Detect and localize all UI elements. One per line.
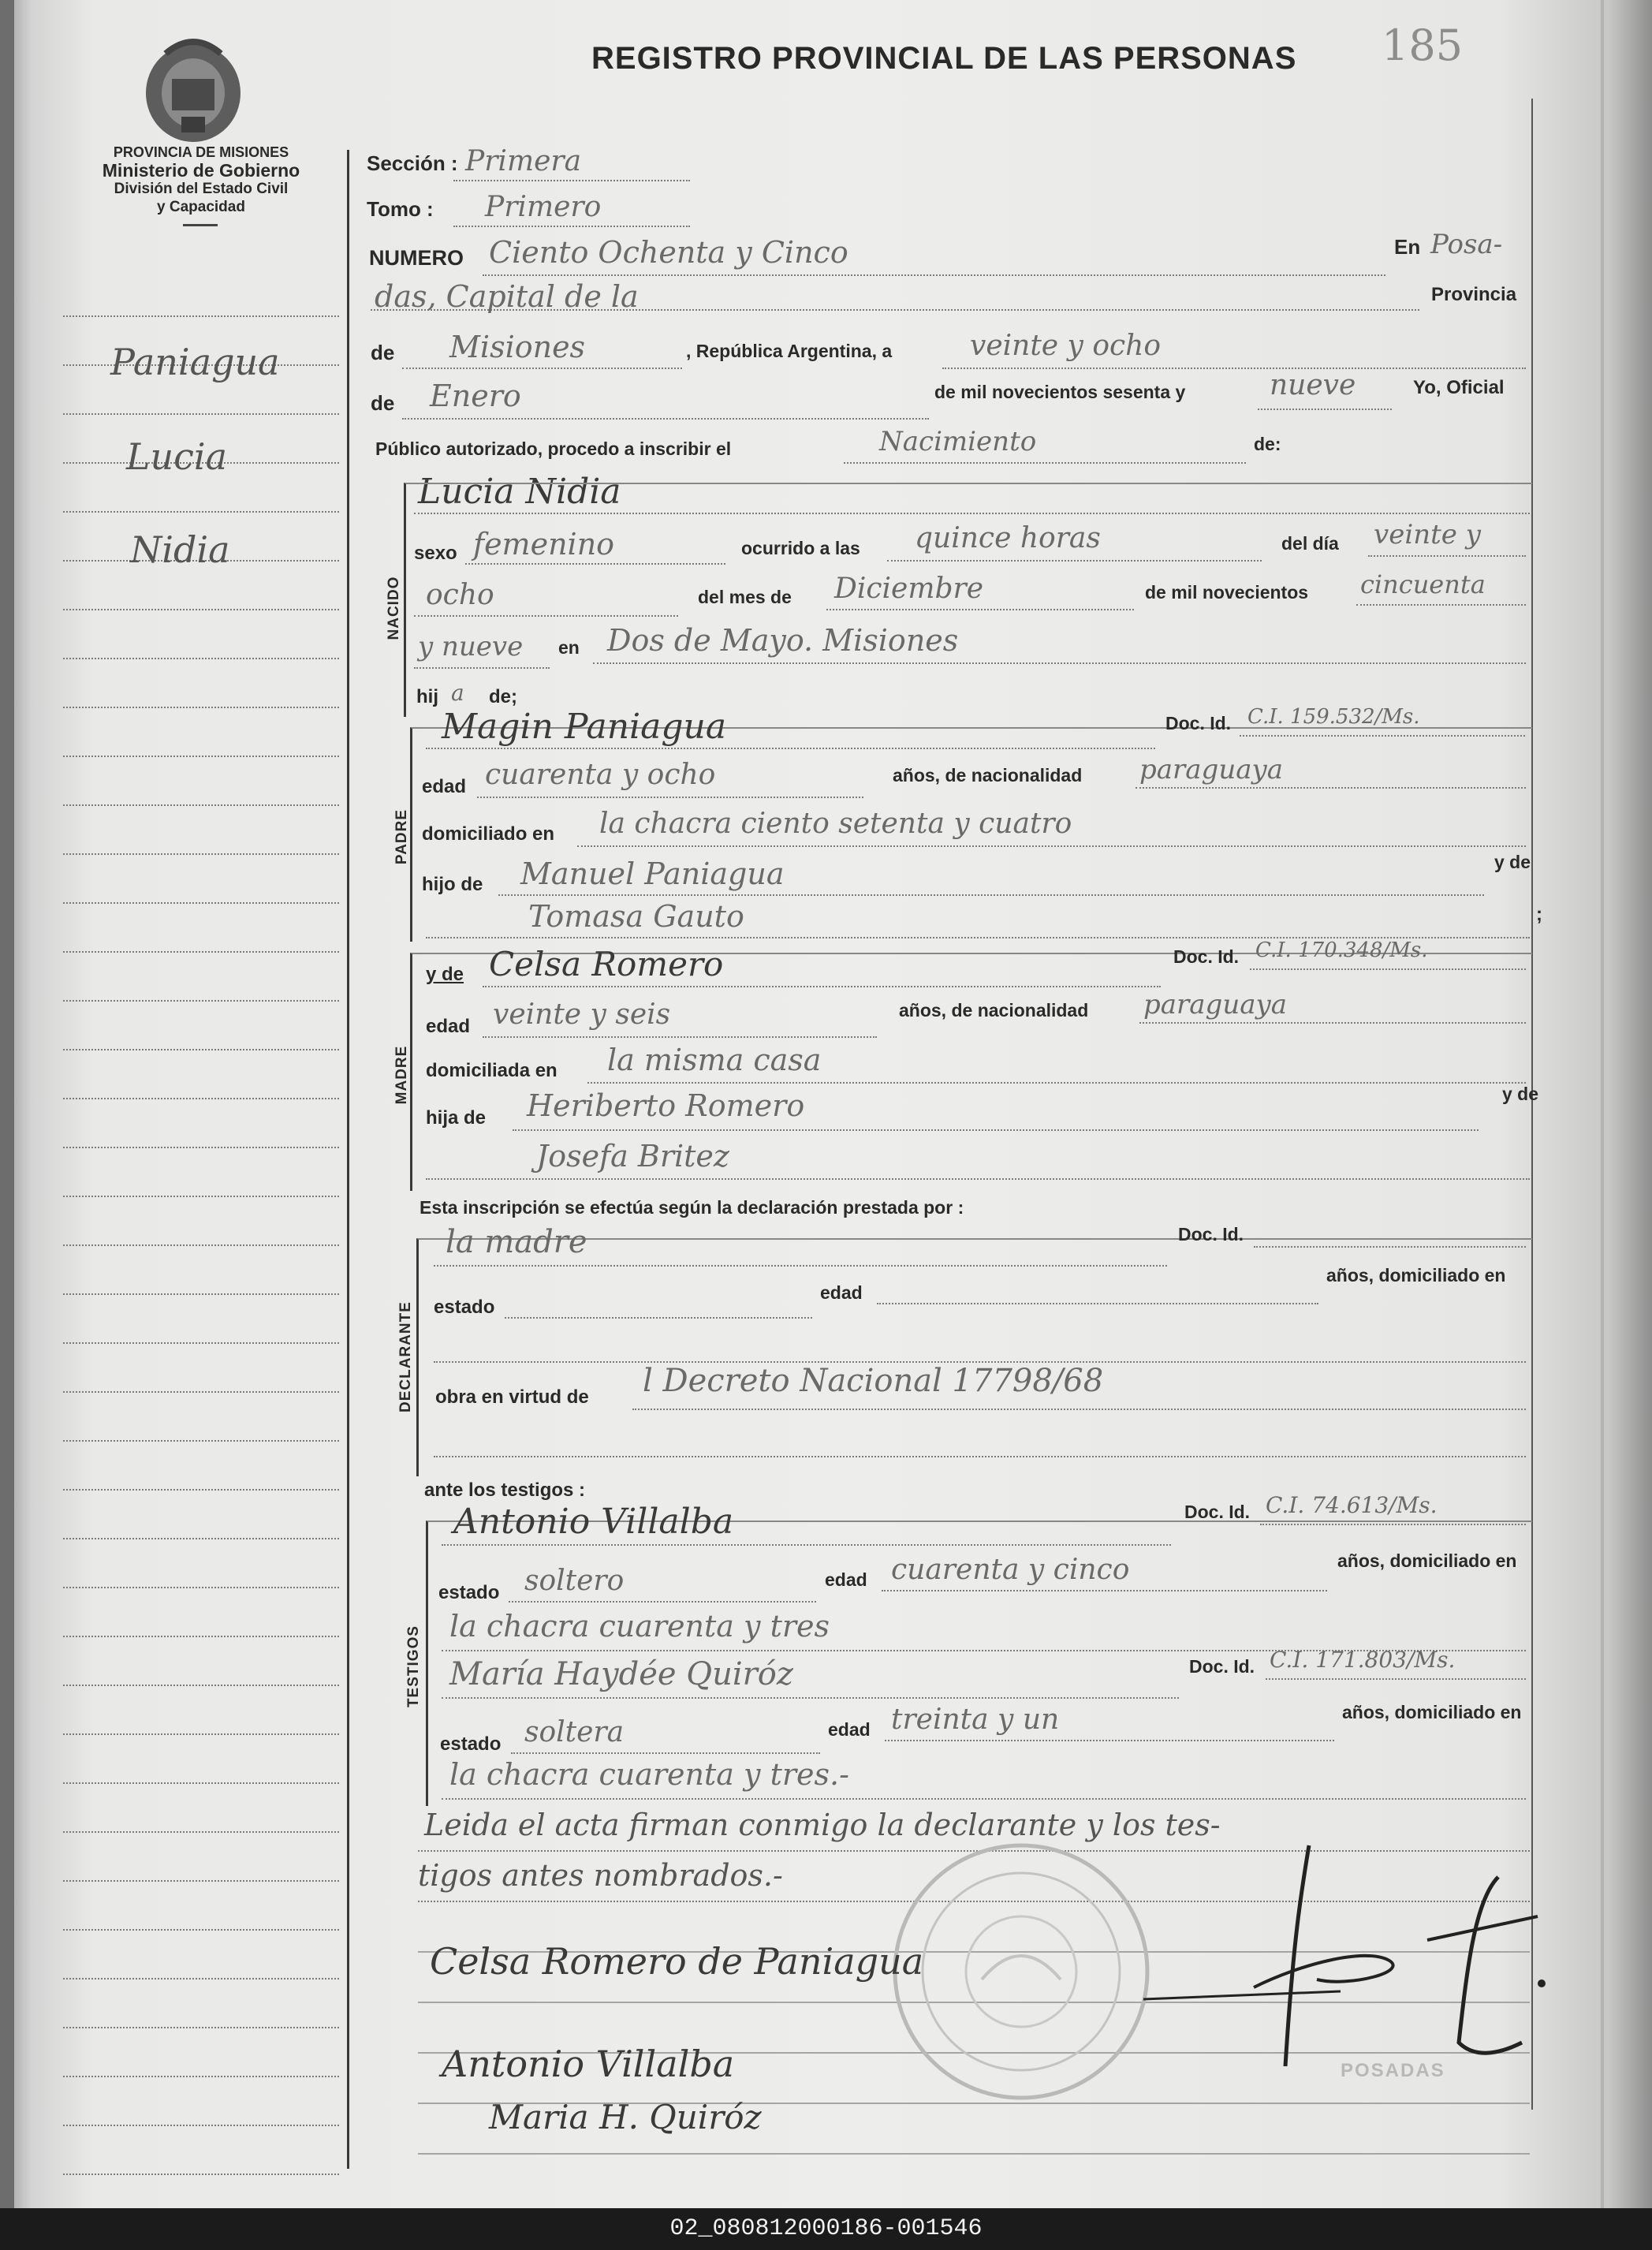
t1-edad-line <box>882 1590 1327 1591</box>
numero-value: Ciento Ochenta y Cinco <box>489 235 848 270</box>
t2-doc-line <box>1266 1678 1526 1680</box>
padre-nac-value: paraguaya <box>1139 754 1283 785</box>
madre-edad-line <box>483 1036 877 1038</box>
org-divider <box>183 224 218 226</box>
margin-rule-line <box>63 1929 339 1931</box>
margin-rule-line <box>63 1391 339 1393</box>
margin-note-second-name: Nidia <box>130 528 230 571</box>
margin-rule-line <box>63 609 339 610</box>
margin-rule-line <box>63 2027 339 2028</box>
t1-edad-value: cuarenta y cinco <box>891 1554 1130 1586</box>
del-dia-label: del día <box>1281 533 1339 554</box>
margin-rule-line <box>63 2174 339 2175</box>
padre-hijo-label: hijo de <box>422 874 483 895</box>
margin-rule-line <box>63 756 339 757</box>
provincia-value: Misiones <box>449 330 586 364</box>
tomo-label: Tomo : <box>367 197 434 221</box>
padre-domicilio-label: domiciliado en <box>422 823 555 845</box>
margin-rule-line <box>63 1293 339 1295</box>
padre-semicolon: ; <box>1536 904 1542 925</box>
hij-label: hij <box>416 686 438 707</box>
madre-madre-value: Josefa Britez <box>536 1139 729 1174</box>
padre-doc-label: Doc. Id. <box>1165 713 1232 733</box>
madre-doc-label: Doc. Id. <box>1173 946 1240 967</box>
t2-domicilio-value: la chacra cuarenta y tres.- <box>449 1757 849 1792</box>
folio-number: 185 <box>1382 21 1464 70</box>
margin-rule-line <box>63 1489 339 1491</box>
binding-edge <box>0 0 14 2208</box>
ocurrido-label: ocurrido a las <box>741 538 860 558</box>
signature-testigo-2: Maria H. Quiróz <box>489 2098 762 2136</box>
capital-value: das, Capital de la <box>375 279 639 314</box>
t1-domicilio-value: la chacra cuarenta y tres <box>449 1609 830 1644</box>
mil-nac-label: de mil novecientos <box>1145 582 1309 603</box>
dia-nac-value: veinte y <box>1374 519 1481 550</box>
declarante-obra-value: l Decreto Nacional 17798/68 <box>643 1363 1104 1399</box>
margin-rule-line <box>63 1880 339 1882</box>
seccion-value: Primera <box>465 145 582 177</box>
t2-doc-value: C.I. 171.803/Ms. <box>1270 1647 1456 1673</box>
margin-rule-line <box>63 902 339 904</box>
en-value: Posa- <box>1430 229 1503 260</box>
sexo-line <box>465 563 725 565</box>
mil-label: de mil novecientos sesenta y <box>934 382 1186 402</box>
testigos-section-label: TESTIGOS <box>405 1625 422 1708</box>
t1-doc-label: Doc. Id. <box>1184 1502 1251 1522</box>
t1-estado-label: estado <box>438 1582 500 1603</box>
t2-domicilio-line <box>442 1798 1526 1800</box>
margin-note-first-name: Lucia <box>126 435 228 478</box>
dia2-line <box>414 615 678 617</box>
en-label: En <box>1394 235 1421 259</box>
padre-domicilio-line <box>577 845 1526 847</box>
margin-rule-line <box>63 1147 339 1148</box>
t2-estado-label: estado <box>440 1733 502 1755</box>
padre-domicilio-value: la chacra ciento setenta y cuatro <box>599 808 1072 840</box>
t1-doc-value: C.I. 74.613/Ms. <box>1266 1492 1438 1518</box>
closing-text-2: tigos antes nombrados.- <box>418 1858 783 1893</box>
madre-madre-line <box>426 1178 1530 1180</box>
declarante-estado-label: estado <box>434 1297 495 1318</box>
t1-nombre: Antonio Villalba <box>453 1502 734 1542</box>
margin-rule-line <box>63 1831 339 1833</box>
padre-section-label: PADRE <box>393 808 410 865</box>
official-stamp-icon <box>887 1838 1155 2106</box>
padre-doc-line <box>1240 735 1525 737</box>
lugar-line <box>593 662 1526 664</box>
declarante-doc-label: Doc. Id. <box>1178 1224 1244 1244</box>
margin-rule-line <box>63 951 339 953</box>
t1-estado-value: soltero <box>524 1565 625 1597</box>
padre-nombre: Magin Paniagua <box>442 707 727 747</box>
dia-line <box>942 368 1526 369</box>
margin-rule-line <box>63 1342 339 1344</box>
republica-label: , República Argentina, a <box>686 341 893 361</box>
madre-doc-value: C.I. 170.348/Ms. <box>1255 938 1428 962</box>
t1-doc-line <box>1260 1524 1526 1525</box>
madre-y-de-label-2: y de <box>1502 1084 1539 1104</box>
t2-edad-label: edad <box>828 1719 871 1740</box>
margin-rule-line <box>63 1733 339 1735</box>
margin-rule-line <box>63 658 339 659</box>
mes-nac-line <box>826 609 1134 610</box>
margin-rule-line <box>63 853 339 855</box>
t2-estado-value: soltera <box>524 1716 625 1748</box>
madre-hija-label: hija de <box>426 1107 487 1129</box>
provincia-label: Provincia <box>1431 284 1517 305</box>
padre-nac-label: años, de nacionalidad <box>893 765 1083 785</box>
t2-edad-value: treinta y un <box>891 1703 1060 1736</box>
padre-y-de-label: y de <box>1494 852 1531 872</box>
margin-rule-line <box>63 1538 339 1539</box>
margin-rule-line <box>63 804 339 806</box>
t2-nombre-line <box>442 1697 1179 1699</box>
madre-edad-label: edad <box>426 1016 471 1037</box>
t1-estado-line <box>509 1601 816 1603</box>
madre-y-de-label: y de <box>426 964 464 985</box>
dia-nac-value-2: ocho <box>426 579 494 611</box>
numero-label: NUMERO <box>369 246 464 270</box>
mes-nac-value: Diciembre <box>834 573 984 605</box>
margin-rule-line <box>63 413 339 415</box>
anio-line <box>1258 409 1392 410</box>
margin-note-surname: Paniagua <box>110 341 280 383</box>
sexo-value: femenino <box>473 527 615 562</box>
org-division: División del Estado Civil <box>114 181 289 197</box>
padre-madre-value: Tomasa Gauto <box>528 899 744 934</box>
page-title: REGISTRO PROVINCIAL DE LAS PERSONAS <box>591 41 1297 76</box>
declarante-section-label: DECLARANTE <box>397 1301 414 1412</box>
provincia-line <box>402 368 682 369</box>
margin-rule-line <box>63 1636 339 1637</box>
lugar-value: Dos de Mayo. Misiones <box>607 623 959 658</box>
seccion-label: Sección : <box>367 151 458 175</box>
t1-edad-label: edad <box>825 1569 867 1590</box>
nacido-section-label: NACIDO <box>386 576 402 640</box>
madre-domicilio-label: domiciliada en <box>426 1060 558 1081</box>
declarante-obra-label: obra en virtud de <box>435 1386 589 1408</box>
padre-doc-value: C.I. 159.532/Ms. <box>1247 705 1420 729</box>
org-ministry: Ministerio de Gobierno <box>102 160 300 181</box>
sexo-label: sexo <box>414 543 457 564</box>
signature-declarante: Celsa Romero de Paniagua <box>430 1940 924 1983</box>
declarante-obra-line <box>632 1409 1526 1410</box>
acto-line <box>844 462 1246 464</box>
hij-suffix: a <box>451 680 464 706</box>
padre-edad-label: edad <box>422 776 467 797</box>
nombre-value: Lucia Nidia <box>418 472 621 512</box>
declarante-extra-line <box>434 1456 1526 1457</box>
margin-rule-line <box>63 1978 339 1979</box>
hora-value: quince horas <box>915 522 1101 554</box>
t2-edad-line <box>885 1740 1334 1741</box>
acto-value: Nacimiento <box>879 426 1037 457</box>
sig-line-5 <box>418 2153 1530 2155</box>
declarante-edad-label: edad <box>820 1282 863 1303</box>
mes-line <box>402 418 929 420</box>
declarante-estado-line <box>505 1317 812 1319</box>
madre-edad-value: veinte y seis <box>493 998 671 1031</box>
madre-nombre: Celsa Romero <box>489 945 724 983</box>
t1-nombre-line <box>442 1544 1171 1546</box>
madre-doc-line <box>1250 968 1526 970</box>
margin-rule-line <box>63 1196 339 1197</box>
madre-nac-line <box>1139 1022 1526 1024</box>
t2-doc-label: Doc. Id. <box>1189 1656 1255 1677</box>
madre-domicilio-line <box>587 1082 1526 1084</box>
official-signature-icon <box>1128 1830 1569 2082</box>
tomo-line <box>453 226 690 227</box>
padre-edad-line <box>477 797 863 798</box>
madre-domicilio-value: la misma casa <box>607 1043 822 1077</box>
closing-text-1: Leida el acta firman conmigo la declarante y los tes- <box>424 1808 1221 1842</box>
dia-value: veinte y ocho <box>970 330 1162 362</box>
margin-column-rule <box>347 150 349 2169</box>
de-colon-label: de: <box>1254 434 1281 454</box>
coat-of-arms-icon <box>134 22 252 148</box>
publico-label: Público autorizado, procedo a inscribir el <box>375 438 732 459</box>
madre-nac-label: años, de nacionalidad <box>899 1000 1089 1021</box>
testigos-intro: ante los testigos : <box>424 1479 586 1501</box>
mes-value: Enero <box>430 379 521 413</box>
margin-rule-line <box>63 2125 339 2126</box>
org-capacity: y Capacidad <box>157 199 245 215</box>
declarante-domicilio-label: años, domiciliado en <box>1326 1265 1506 1285</box>
declarante-nombre-line <box>434 1265 1167 1267</box>
seccion-line <box>453 180 690 181</box>
padre-padre-line <box>498 894 1484 896</box>
mes-nac-label: del mes de <box>698 587 792 607</box>
dia-nac-line <box>1368 555 1526 557</box>
margin-rule-line <box>63 315 339 317</box>
margin-rule-line <box>63 511 339 513</box>
madre-nac-value: paraguaya <box>1143 989 1287 1021</box>
padre-edad-value: cuarenta y ocho <box>485 759 716 791</box>
numero-line <box>483 274 1385 276</box>
en-nac-label: en <box>558 637 580 658</box>
declarante-nombre: la madre <box>446 1224 587 1260</box>
t2-nombre: María Haydée Quiróz <box>449 1656 793 1692</box>
margin-rule-line <box>63 1782 339 1784</box>
anio-value: nueve <box>1270 369 1356 401</box>
anio-nac-line <box>1356 604 1526 606</box>
anio2-line <box>414 667 550 669</box>
declarante-edad-line <box>877 1303 1318 1304</box>
margin-rule-line <box>63 1098 339 1099</box>
declarante-doc-line <box>1254 1246 1526 1248</box>
hij-de-label: de; <box>489 686 517 707</box>
stamp-text: POSADAS <box>1341 2060 1445 2081</box>
margin-rule-line <box>63 1000 339 1002</box>
margin-rule-line <box>63 1685 339 1686</box>
margin-rule-line <box>63 707 339 708</box>
anio-nac-value-2: y nueve <box>418 631 524 662</box>
madre-padre-value: Heriberto Romero <box>527 1088 805 1123</box>
signature-testigo-1: Antonio Villalba <box>442 2043 735 2085</box>
padre-padre-value: Manuel Paniagua <box>520 856 785 891</box>
margin-rule-line <box>63 1244 339 1246</box>
de-label-2: de <box>371 391 395 415</box>
page-stack-edge <box>1601 0 1604 2208</box>
margin-rule-line <box>63 1049 339 1050</box>
org-block <box>47 144 355 216</box>
archive-id-footer: 02_080812000186-001546 <box>0 2208 1652 2250</box>
tomo-value: Primero <box>485 191 602 223</box>
de-label: de <box>371 341 395 364</box>
margin-rule-line <box>63 1587 339 1588</box>
hora-line <box>887 560 1262 562</box>
madre-nombre-line <box>483 986 1161 987</box>
org-province: PROVINCIA DE MISIONES <box>113 144 289 160</box>
declarante-intro: Esta inscripción se efectúa según la declaración prestada por : <box>420 1197 964 1218</box>
oficial-label: Yo, Oficial <box>1413 377 1505 398</box>
madre-section-label: MADRE <box>393 1045 410 1105</box>
anio-nac-value: cincuenta <box>1360 569 1486 599</box>
t2-domicilio-label: años, domiciliado en <box>1342 1702 1522 1722</box>
margin-rule-line <box>63 2076 339 2077</box>
t2-estado-line <box>511 1752 820 1754</box>
margin-rule-line <box>63 1440 339 1442</box>
padre-nac-line <box>1136 787 1526 789</box>
madre-padre-line <box>513 1129 1479 1131</box>
padre-nombre-line <box>426 748 1155 749</box>
t1-domicilio-label: años, domiciliado en <box>1337 1550 1517 1571</box>
